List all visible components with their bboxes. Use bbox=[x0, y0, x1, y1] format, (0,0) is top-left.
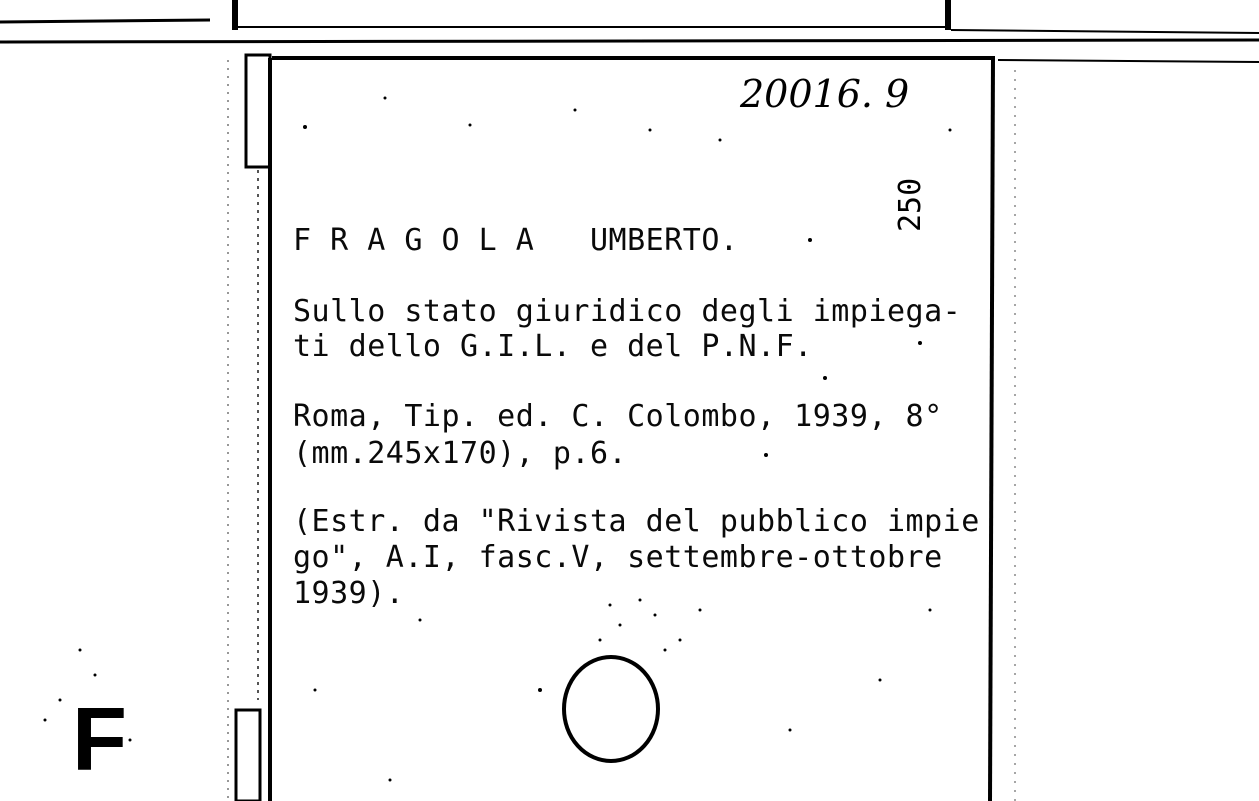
handwritten-inventory-number: 20016. 9 bbox=[740, 72, 910, 116]
top-strip-edge bbox=[0, 20, 210, 22]
top-rule bbox=[0, 40, 1259, 42]
imprint-line-1: Roma, Tip. ed. C. Colombo, 1939, 8° bbox=[293, 399, 943, 434]
title-line-2: ti dello G.I.L. e del P.N.F. bbox=[293, 329, 813, 364]
binding-tab-bottom bbox=[236, 710, 260, 801]
binding-tab-top bbox=[246, 55, 270, 167]
top-strip-divider-right bbox=[945, 0, 951, 30]
note-line-3: 1939). bbox=[293, 576, 405, 611]
note-line-1: (Estr. da "Rivista del pubblico impie bbox=[293, 504, 980, 539]
title-line-1: Sullo stato giuridico degli impiega- bbox=[293, 294, 962, 329]
note-line-2: go", A.I, fasc.V, settembre-ottobre bbox=[293, 540, 943, 575]
punch-hole bbox=[564, 657, 658, 761]
shelf-mark: 250 bbox=[893, 177, 928, 232]
top-strip-divider-left bbox=[232, 0, 238, 30]
side-tab-letter: F bbox=[72, 690, 127, 790]
imprint-line-2: (mm.245x170), p.6. bbox=[293, 436, 628, 471]
card-right-border bbox=[990, 58, 993, 801]
author-heading: F R A G O L A UMBERTO. bbox=[293, 223, 739, 258]
